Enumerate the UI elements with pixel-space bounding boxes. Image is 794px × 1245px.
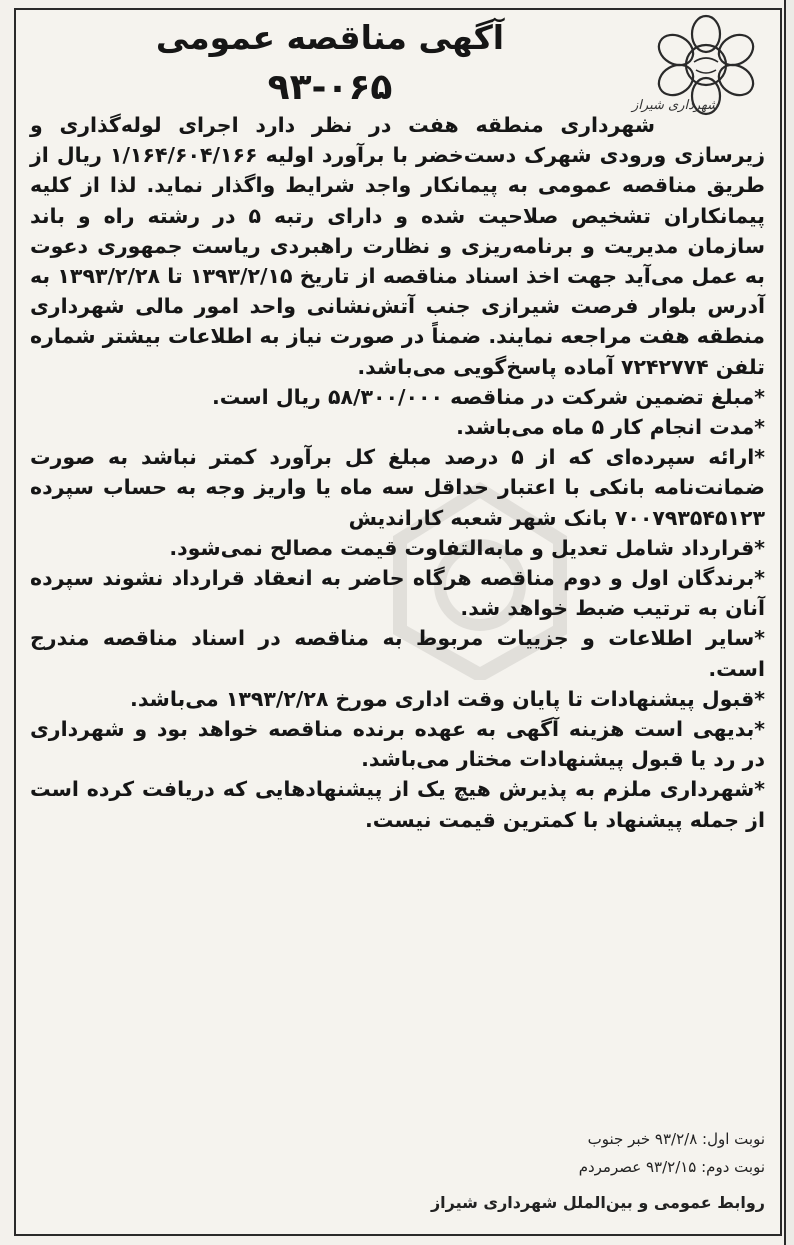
bullet-ad-cost: *بدیهی است هزینه آگهی به عهده برنده مناقصه خواهد بود و شهرداری در رد یا قبول پیشنهادات مختار می‌باشد. xyxy=(30,717,765,772)
signature: روابط عمومی و بین‌الملل شهرداری شیراز xyxy=(430,1193,765,1212)
adjacent-page-edge xyxy=(784,0,794,1245)
bullet-details: *سایر اطلاعات و جزییات مربوط به مناقصه در اسناد مناقصه مندرج است. xyxy=(30,626,765,681)
intro-paragraph: شهرداری منطقه هفت در نظر دارد اجرای لوله‌گذاری و زیرسازی ورودی شهرک دست‌خضر با برآورد اولیه ۱/۱۶۴/۶۰۴/۱۶۶ ریال از طریق مناقصه عمومی به پیمانکار واجد شرایط واگذار نماید. لذا از کلیه پیمانکاران تشخیص صلاحیت شده و دارای رتبه ۵ در رشته راه و باند سازمان مدیریت و برنامه‌ریزی و نظارت راهبردی ریاست جمهوری دعوت به عمل می‌آید جهت اخذ اسناد مناقصه از تاریخ ۱۳۹۳/۲/۱۵ تا ۱۳۹۳/۲/۲۸ به آدرس بلوار فرصت شیرازی جنب آتش‌نشانی واحد امور مالی شهرداری منطقه هفت مراجعه نمایند. ضمناً در صورت نیاز به اطلاعات بیشتر شماره تلفن ۷۲۴۲۷۷۴ آماده پاسخ‌گویی می‌باشد. xyxy=(30,113,766,379)
bullet-price-adjustment: *قرارداد شامل تعدیل و مابه‌التفاوت قیمت مصالح نمی‌شود. xyxy=(169,535,765,560)
bullet-no-obligation: *شهرداری ملزم به پذیرش هیچ یک از پیشنهادهایی که دریافت کرده است از جمله پیشنهاد با کمترین قیمت نیست. xyxy=(30,777,765,832)
publication-first: نوبت اول: ۹۳/۲/۸ خبر جنوب xyxy=(587,1130,765,1148)
bullet-guarantee: *مبلغ تضمین شرکت در مناقصه ۵۸/۳۰۰/۰۰۰ ریال است. xyxy=(212,384,765,409)
notice-title: آگهی مناقصه عمومی xyxy=(155,18,505,57)
logo-caption: شهرداری شیراز xyxy=(632,98,718,113)
bullet-deadline: *قبول پیشنهادات تا پایان وقت اداری مورخ ۱۳۹۳/۲/۲۸ می‌باشد. xyxy=(130,686,765,711)
tender-number: ۹۳-۰۶۵ xyxy=(267,67,393,108)
bullet-winners: *برندگان اول و دوم مناقصه هرگاه حاضر به انعقاد قرارداد نشوند سپرده آنان به ترتیب ضبط خواهد شد. xyxy=(30,566,765,621)
publication-second: نوبت دوم: ۹۳/۲/۱۵ عصرمردم xyxy=(578,1158,765,1176)
bullet-deposit: *ارائه سپرده‌ای که از ۵ درصد مبلغ کل برآورد کمتر نباشد به صورت ضمانت‌نامه بانکی با اعتبار حداقل سه ماه یا واریز وجه به حساب سپرده ۷۰۰۷۹۳۵۴۵۱۲۳ بانک شهر شعبه کاراندیش xyxy=(30,445,765,530)
notice-footer xyxy=(30,1125,765,1217)
notice-body xyxy=(30,110,765,835)
bullet-duration: *مدت انجام کار ۵ ماه می‌باشد. xyxy=(456,415,765,440)
